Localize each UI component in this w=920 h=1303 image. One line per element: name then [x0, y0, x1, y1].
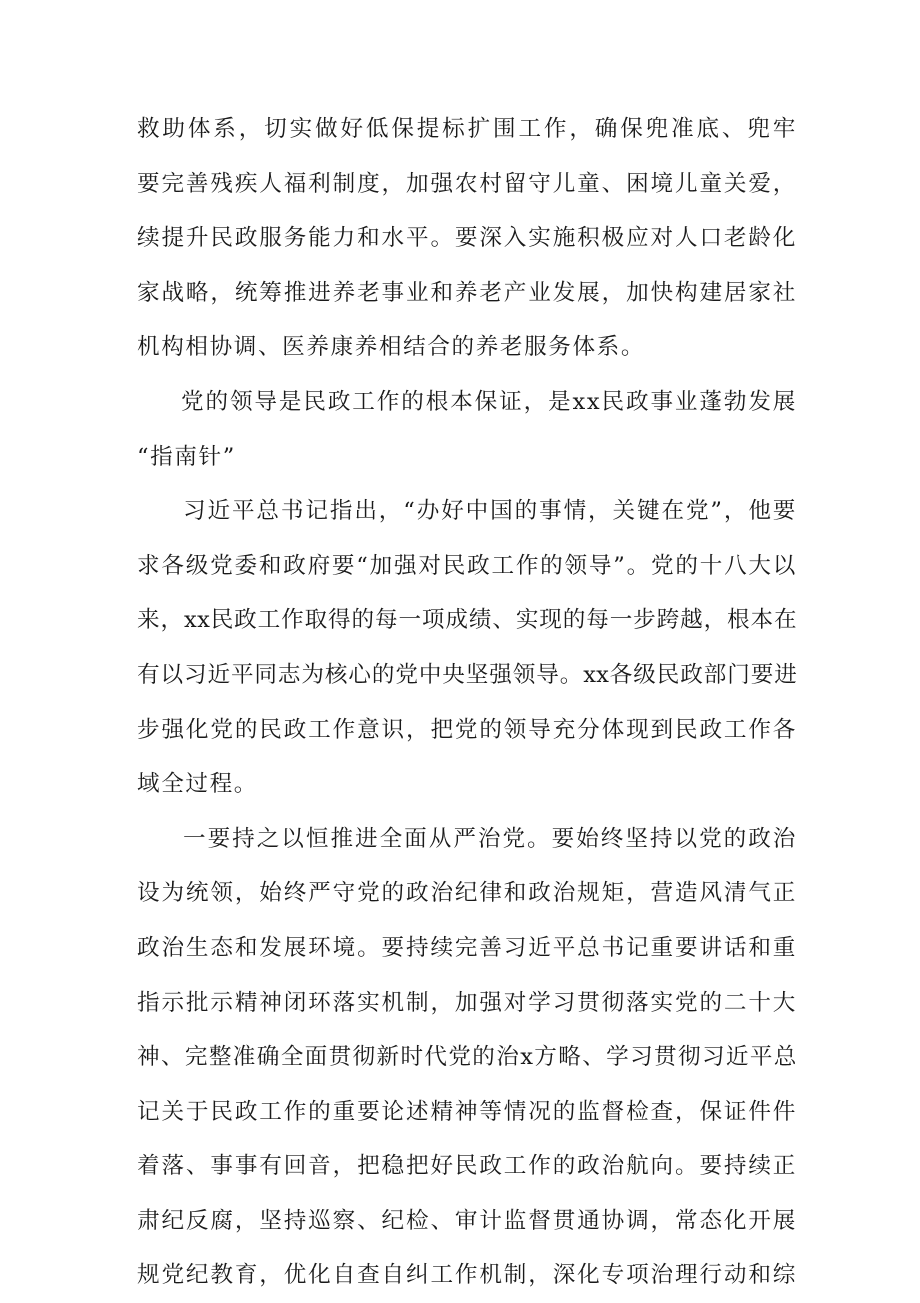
- text-line: 设为统领，始终严守党的政治纪律和政治规矩，营造风清气正: [137, 880, 797, 907]
- text-line: 指示批示精神闭环落实机制，加强对学习贯彻落实党的二十大: [137, 989, 797, 1016]
- text-line: 求各级党委和政府要“加强对民政工作的领导”。党的十八大以: [137, 552, 797, 579]
- text-line: 规党纪教育，优化自查自纠工作机制，深化专项治理行动和综: [137, 1262, 797, 1289]
- text-line: 神、完整准确全面贯彻新时代党的治x方略、学习贯彻习近平总: [137, 1044, 797, 1071]
- text-line: 着落、事事有回音，把稳把好民政工作的政治航向。要持续正: [137, 1153, 797, 1180]
- text-line: 有以习近平同志为核心的党中央坚强领导。xx各级民政部门要进: [137, 661, 797, 688]
- text-line: 机构相协调、医养康养相结合的养老服务体系。: [137, 334, 646, 361]
- text-line: 域全过程。: [137, 771, 258, 798]
- text-line: 步强化党的民政工作意识，把党的领导充分体现到民政工作各: [137, 716, 797, 743]
- section-heading-cont: “指南针”: [137, 443, 236, 470]
- document-body: [137, 102, 797, 1303]
- text-line: 要完善残疾人福利制度，加强农村留守儿童、困境儿童关爱，: [137, 170, 797, 197]
- text-line: 家战略，统筹推进养老事业和养老产业发展，加快构建居家社: [137, 279, 797, 306]
- text-line: 救助体系，切实做好低保提标扩围工作，确保兜准底、兜牢: [137, 116, 797, 142]
- text-line: 来，xx民政工作取得的每一项成绩、实现的每一步跨越，根本在: [137, 607, 797, 634]
- section-heading: 党的领导是民政工作的根本保证，是xx民政事业蓬勃发展: [181, 388, 797, 415]
- text-line: 一要持之以恒推进全面从严治党。要始终坚持以党的政治: [183, 825, 797, 852]
- text-line: 续提升民政服务能力和水平。要深入实施积极应对人口老龄化: [137, 225, 797, 252]
- text-line: 肃纪反腐，坚持巡察、纪检、审计监督贯通协调，常态化开展: [137, 1207, 797, 1234]
- text-line: 习近平总书记指出，“办好中国的事情，关键在党”，他要: [183, 498, 797, 525]
- text-line: 政治生态和发展环境。要持续完善习近平总书记重要讲话和重: [137, 934, 797, 961]
- text-line: 记关于民政工作的重要论述精神等情况的监督检查，保证件件: [137, 1098, 797, 1125]
